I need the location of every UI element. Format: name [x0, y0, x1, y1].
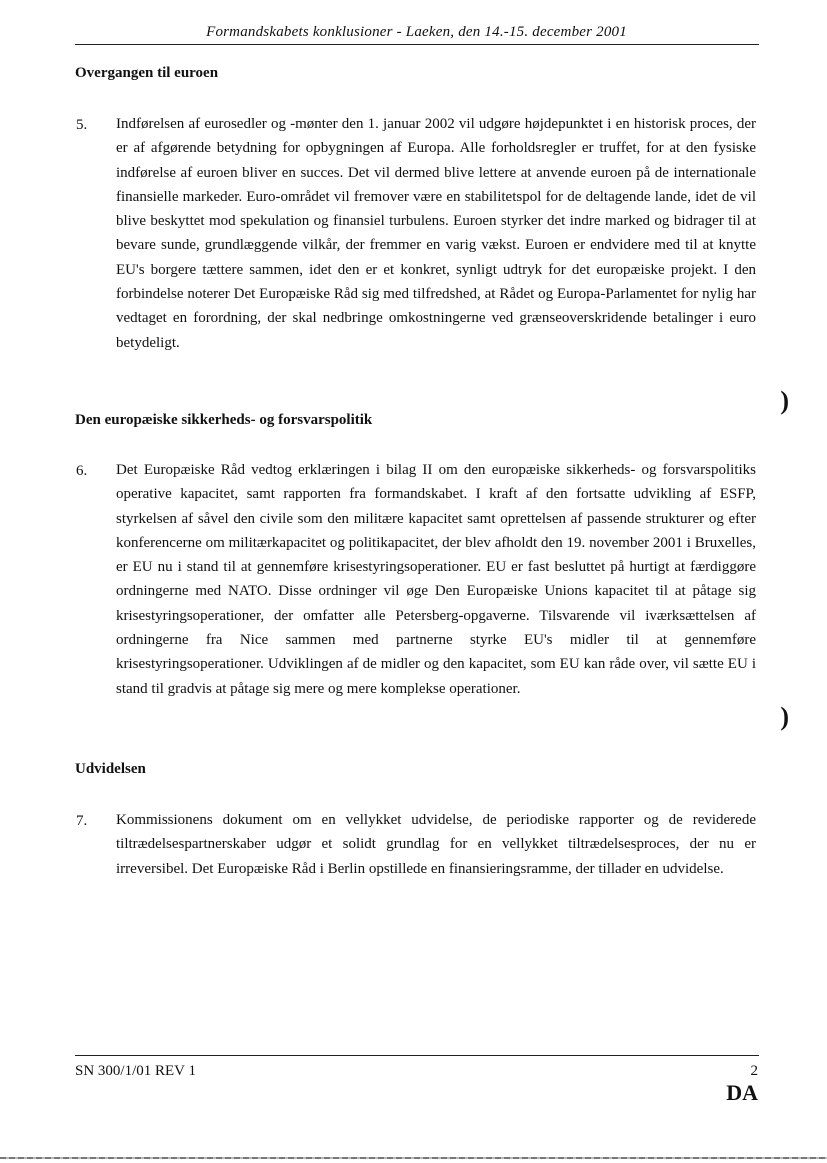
scan-artifact-line: [0, 1157, 827, 1159]
margin-bracket-mark: ): [780, 386, 789, 415]
section-heading-enlargement: Udvidelsen: [75, 761, 146, 777]
section-heading-esfp: Den europæiske sikkerheds- og forsvarspolitik: [75, 412, 373, 428]
paragraph-number-7: 7.: [76, 813, 88, 829]
margin-bracket-mark: ): [780, 702, 789, 731]
header-rule: [75, 44, 759, 45]
footer-rule: [75, 1055, 759, 1056]
language-code: DA: [726, 1080, 758, 1105]
paragraph-5-text: Indførelsen af eurosedler og -mønter den 1. januar 2002 vil udgøre højdepunktet i en historisk proces, der er af afgørende betydning for opbygningen af Europa. Alle forholdsregler er truffet, for at den fysiske indførelse af euroen bliver en succes. Det vil dermed blive lettere at anvende euroen på de internationale finansielle markeder. Euro-området vil fremover være en stabilitetspol for de deltagende lande, idet de vil blive beskyttet mod spekulation og finansiel turbulens. Euroen styrker det indre marked og bidrager til at bevare sunde, grundlæggende vilkår, der fremmer en varig vækst. Euroen er endvidere med til at knytte EU's borgere tættere sammen, idet den er et konkret, synligt udtryk for det europæiske projekt. I den forbindelse noterer Det Europæiske Råd sig med tilfredshed, at Rådet og Europa-Parlamentet for nylig har vedtaget en forordning, der skal nedbringe omkostningerne ved grænseoverskridende betalinger i euro betydeligt.: [116, 116, 756, 351]
paragraph-number-5: 5.: [76, 117, 88, 133]
running-header: Formandskabets konklusioner - Laeken, den 14.-15. december 2001: [206, 24, 627, 40]
paragraph-7-text: Kommissionens dokument om en vellykket udvidelse, de periodiske rapporter og de reviderede tiltrædelsespartnerskaber udgør et solidt grundlag for en vellykket tiltrædelsesproces, der nu er irreversibel. Det Europæiske Råd i Berlin opstillede en finansieringsramme, der tillader en udvidelse.: [116, 812, 756, 877]
section-heading-euro: Overgangen til euroen: [75, 65, 219, 81]
page-number: 2: [750, 1063, 758, 1079]
document-reference: SN 300/1/01 REV 1: [75, 1063, 196, 1079]
paragraph-6-text: Det Europæiske Råd vedtog erklæringen i bilag II om den europæiske sikkerheds- og forsvarspolitiks operative kapacitet, samt rapporten fra formandskabet. I kraft af den fortsatte udvikling af ESFP, styrkelsen af såvel den civile som den militære kapacitet samt oprettelsen af passende strukturer og efter konferencerne om militærkapacitet og politikapacitet, der blev afholdt den 19. november 2001 i Bruxelles, er EU nu i stand til at gennemføre krisestyringsoperationer. EU er fast besluttet på hurtigt at færdiggøre ordningerne med NATO. Disse ordninger vil øge Den Europæiske Unions kapacitet til at påtage sig krisestyringsoperationer, der omfatter alle Petersberg-opgaverne. Tilsvarende vil iværksættelsen af ordningerne fra Nice sammen med partnerne styrke EU's midler til at gennemføre krisestyringsoperationer. Udviklingen af de midler og den kapacitet, som EU kan råde over, vil sætte EU i stand til gradvis at påtage sig mere og mere komplekse operationer.: [116, 462, 756, 697]
paragraph-number-6: 6.: [76, 463, 88, 479]
